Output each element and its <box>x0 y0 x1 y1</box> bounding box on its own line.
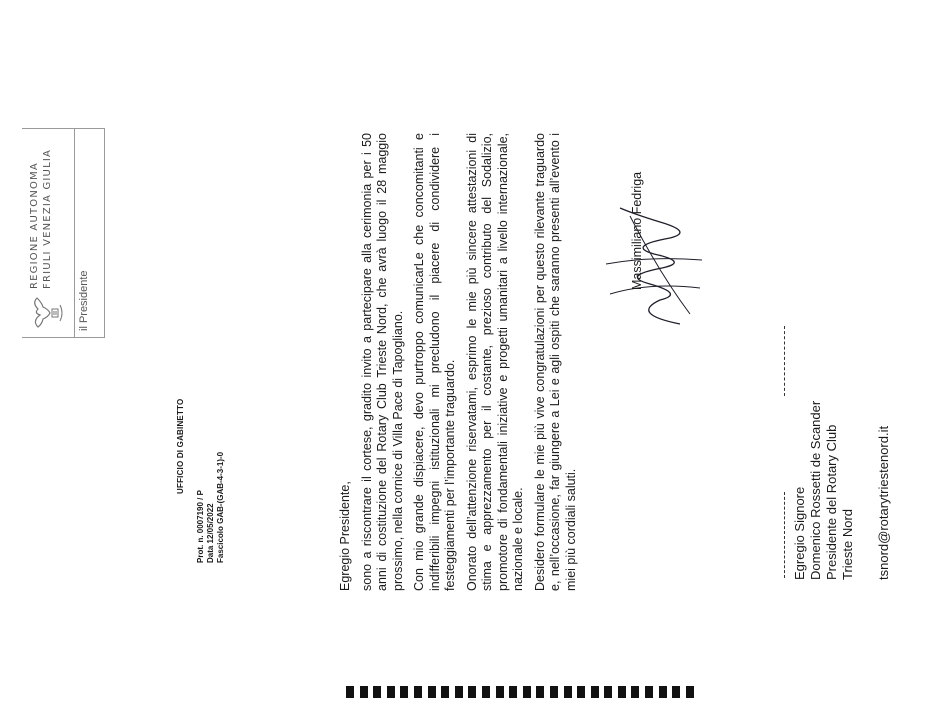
barcode-bar <box>346 686 354 698</box>
barcode-bar <box>604 686 612 698</box>
barcode-bar <box>550 686 558 698</box>
barcode-bar <box>618 686 626 698</box>
recipient-line: Egregio Signore <box>792 486 807 580</box>
barcode-bar <box>645 686 653 698</box>
barcode-bar <box>468 686 476 698</box>
barcode-bar <box>360 686 368 698</box>
barcode-bar <box>591 686 599 698</box>
barcode-bar <box>441 686 449 698</box>
recipient-line: Presidente del Rotary Club <box>824 424 839 580</box>
signer-name: Massimiliano Fedriga <box>630 171 644 290</box>
barcode-strip <box>346 686 698 698</box>
letter-body <box>338 133 585 591</box>
barcode-bar <box>400 686 408 698</box>
body-paragraph: Onorato dell’attenzione riservatami, esprimo le mie più sincere attestazioni di stima e apprezzamento per il costante, prezioso contributo del Sodalizio, promotore di fondamentali iniziative e progetti umanitari a livello internazionale, nazionale e locale. <box>464 133 525 591</box>
barcode-bar <box>482 686 490 698</box>
handwritten-signature <box>590 204 710 334</box>
body-paragraph: sono a riscontrare il cortese, gradito invito a partecipare alla cerimonia per i 50 anni di costituzione del Rotary Club Trieste Nord, che avrà luogo il 28 maggio prossimo, nella cornice di Villa Pace di Tapogliano. <box>359 133 405 591</box>
barcode-bar <box>509 686 517 698</box>
barcode-bar <box>631 686 639 698</box>
barcode-bar <box>373 686 381 698</box>
body-paragraph: Con mio grande dispiacere, devo purtroppo comunicarLe che concomitanti e indifferibili impegni istituzionali mi precludono il piacere di condividere i festeggiamenti per l’importante traguardo. <box>412 133 457 591</box>
barcode-bar <box>523 686 531 698</box>
barcode-bar <box>428 686 436 698</box>
body-paragraph: Desidero formulare le mie più vive congratulazioni per questo rilevante traguardo e, nell’occasione, far giungere a Lei e agli ospiti che saranno presenti all’evento i miei più cordiali saluti. <box>532 133 578 591</box>
address-separator <box>784 492 785 578</box>
barcode-bar <box>387 686 395 698</box>
recipient-address <box>792 401 856 580</box>
barcode-bar <box>414 686 422 698</box>
salutation: Egregio Presidente, <box>338 481 352 591</box>
barcode-bar <box>577 686 585 698</box>
address-separator <box>784 326 785 396</box>
barcode-bar <box>659 686 667 698</box>
recipient-line: Trieste Nord <box>840 508 855 580</box>
recipient-line: Domenico Rossetti de Scander <box>808 400 823 580</box>
barcode-bar <box>564 686 572 698</box>
barcode-bar <box>672 686 680 698</box>
barcode-bar <box>496 686 504 698</box>
barcode-bar <box>536 686 544 698</box>
eagle-crest-icon <box>28 295 68 331</box>
letterhead-divider <box>74 129 75 337</box>
file-reference: Fascicolo GAB-(GAB-4-3-1)-0 <box>216 451 225 563</box>
protocol-date: Data 12/05/2022 <box>206 503 215 563</box>
recipient-email: tsnord@rotarytriestenord.it <box>876 425 891 580</box>
office-title: UFFICIO DI GABINETTO <box>176 398 185 494</box>
region-name: REGIONE AUTONOMA FRIULI VENEZIA GIULIA <box>29 148 53 289</box>
barcode-bar <box>686 686 694 698</box>
protocol-block <box>196 452 226 563</box>
letterhead <box>22 128 105 338</box>
president-label: il Presidente <box>78 270 90 331</box>
protocol-number: Prot. n. 0007190 / P <box>196 490 205 563</box>
barcode-bar <box>455 686 463 698</box>
